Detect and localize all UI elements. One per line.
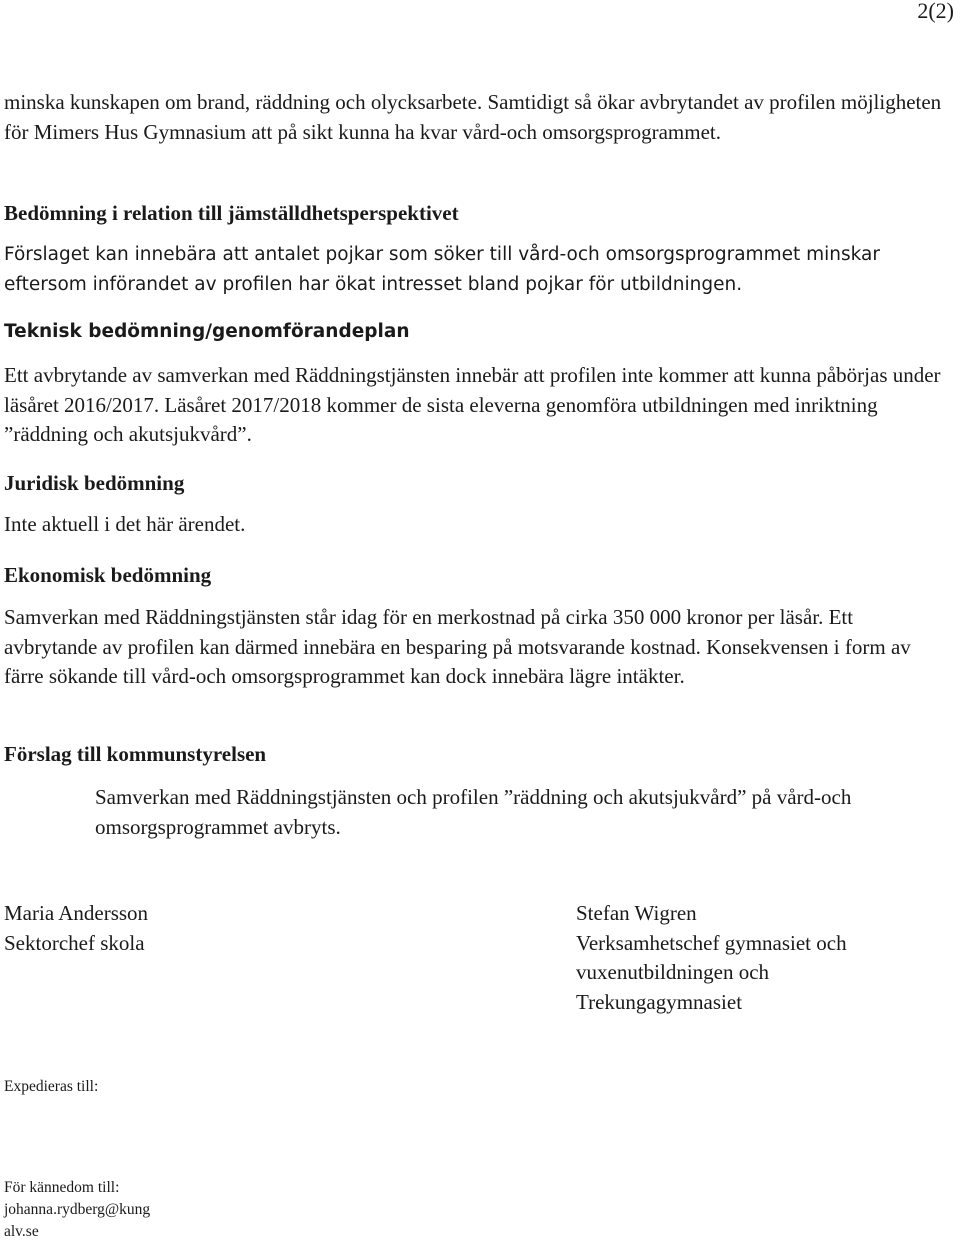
heading-legal: Juridisk bedömning	[4, 471, 185, 495]
legal-paragraph: Inte aktuell i det här ärendet.	[4, 512, 246, 536]
signature-left	[4, 899, 148, 958]
technical-paragraph: Ett avbrytande av samverkan med Räddningstjänsten innebär att profilen inte kommer att kunna påbörjas under läsåret 2016/2017. Läsåret 2017/2018 kommer de sista eleverna genomföra utbildningen med inriktning ”räddning och akutsjukvård”.	[4, 363, 941, 446]
proposal-paragraph: Samverkan med Räddningstjänsten och profilen ”räddning och akutsjukvård” på vård-och omsorgsprogrammet avbryts.	[95, 785, 852, 839]
email-line-2: alv.se	[4, 1223, 39, 1240]
signature-right-title-line2: vuxenutbildningen och	[576, 960, 770, 984]
heading-technical: Teknisk bedömning/genomförandeplan	[4, 321, 410, 342]
email-line-1: johanna.rydberg@kung	[4, 1201, 151, 1218]
heading-economic: Ekonomisk bedömning	[4, 563, 212, 587]
signature-right	[576, 899, 847, 1017]
for-kannedom-label: För kännedom till:	[4, 1179, 120, 1196]
signature-left-name: Maria Andersson	[4, 901, 149, 925]
signature-right-title-line3: Trekungagymnasiet	[576, 989, 743, 1014]
signature-right-name: Stefan Wigren	[576, 901, 697, 925]
intro-paragraph: minska kunskapen om brand, räddning och olycksarbete. Samtidigt så ökar avbrytandet av profilen möjligheten för Mimers Hus Gymnasium att på sikt kunna ha kvar vård-och omsorgsprogrammet.	[4, 90, 942, 144]
page-number: 2(2)	[917, 0, 954, 23]
heading-proposal: Förslag till kommunstyrelsen	[4, 742, 267, 766]
signature-right-title-line1: Verksamhetschef gymnasiet och	[576, 930, 847, 955]
for-kannedom-block	[4, 1177, 150, 1243]
economic-paragraph: Samverkan med Räddningstjänsten står idag för en merkostnad på cirka 350 000 kronor per läsår. Ett avbrytande av profilen kan därmed innebära en besparing på motsvarande kostnad. Konsekvensen i form av färre sökande till vård-och omsorgsprogrammet kan dock innebära lägre intäkter.	[4, 605, 911, 688]
heading-equality: Bedömning i relation till jämställdhetsperspektivet	[4, 201, 459, 225]
equality-paragraph: Förslaget kan innebära att antalet pojkar som söker till vård-och omsorgsprogrammet minskar eftersom införandet av profilen har ökat intresset bland pojkar för utbildningen.	[4, 244, 880, 295]
expedieras-label: Expedieras till:	[4, 1078, 99, 1095]
signature-left-title: Sektorchef skola	[4, 930, 145, 955]
